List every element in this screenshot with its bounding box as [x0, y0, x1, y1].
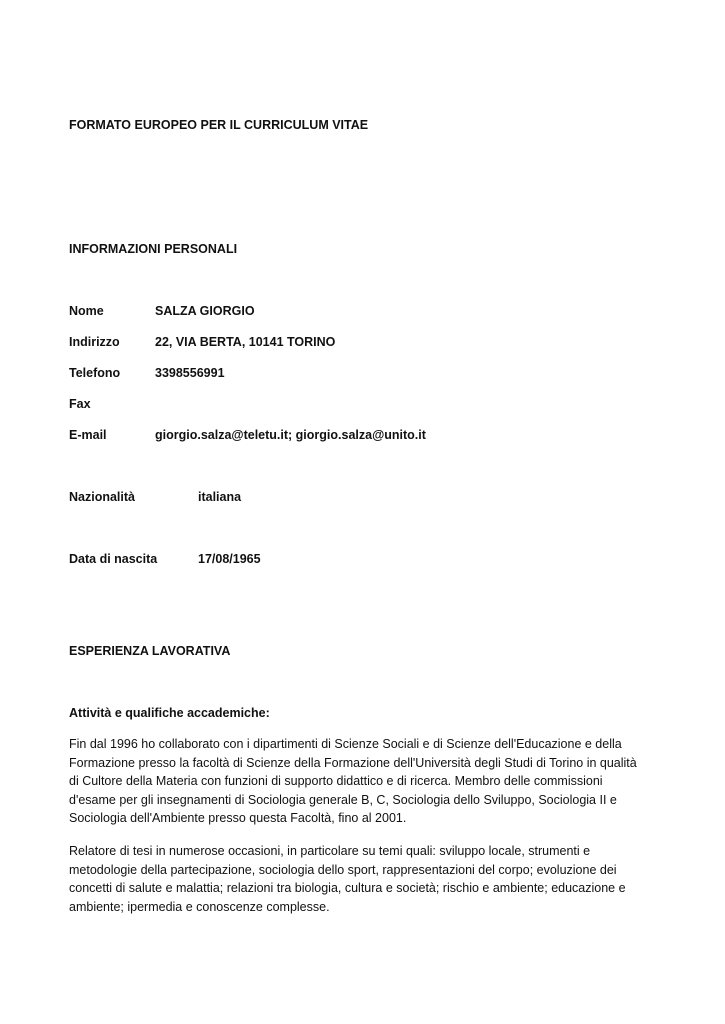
- experience-heading: ESPERIENZA LAVORATIVA: [69, 644, 231, 658]
- indirizzo-label: Indirizzo: [69, 335, 120, 349]
- nascita-label: Data di nascita: [69, 552, 158, 566]
- experience-paragraph-1: Fin dal 1996 ho collaborato con i dipartimenti di Scienze Sociali e di Scienze dell'Educazione e della Formazione presso la facoltà di Scienze della Formazione dell'Università degli Studi di Torino in qualità di Cultore della Materia con funzioni di supporto didattico e di ricerca. Membro delle commissioni d'esame per gli insegnamenti di Sociologia generale B, C, Sociologia dello Sviluppo, Sociologia II e Sociologia dell'Ambiente presso questa Facoltà, fino al 2001.: [69, 737, 637, 826]
- nome-value: SALZA GIORGIO: [155, 304, 255, 318]
- nazionalita-value: italiana: [198, 490, 242, 504]
- experience-paragraph-2: Relatore di tesi in numerose occasioni, in particolare su temi quali: sviluppo locale, strumenti e metodologie della partecipazione, sociologia dello sport, rappresentazioni del corpo; evoluzione dei concetti di salute e malattia; relazioni tra biologia, cultura e società; rischio e ambiente; educazione e ambiente; ipermedia e conoscenze complesse.: [69, 844, 626, 914]
- nazionalita-label: Nazionalità: [69, 490, 135, 504]
- academic-heading: Attività e qualifiche accademiche:: [69, 706, 270, 720]
- telefono-label: Telefono: [69, 366, 121, 380]
- fax-label: Fax: [69, 397, 91, 411]
- nome-label: Nome: [69, 304, 104, 318]
- telefono-value: 3398556991: [155, 366, 225, 380]
- email-value: giorgio.salza@teletu.it; giorgio.salza@unito.it: [155, 428, 426, 442]
- nascita-value: 17/08/1965: [198, 552, 261, 566]
- personal-info-heading: INFORMAZIONI PERSONALI: [69, 242, 238, 256]
- email-label: E-mail: [69, 428, 107, 442]
- indirizzo-value: 22, VIA BERTA, 10141 TORINO: [155, 335, 336, 349]
- document-title: FORMATO EUROPEO PER IL CURRICULUM VITAE: [69, 118, 369, 132]
